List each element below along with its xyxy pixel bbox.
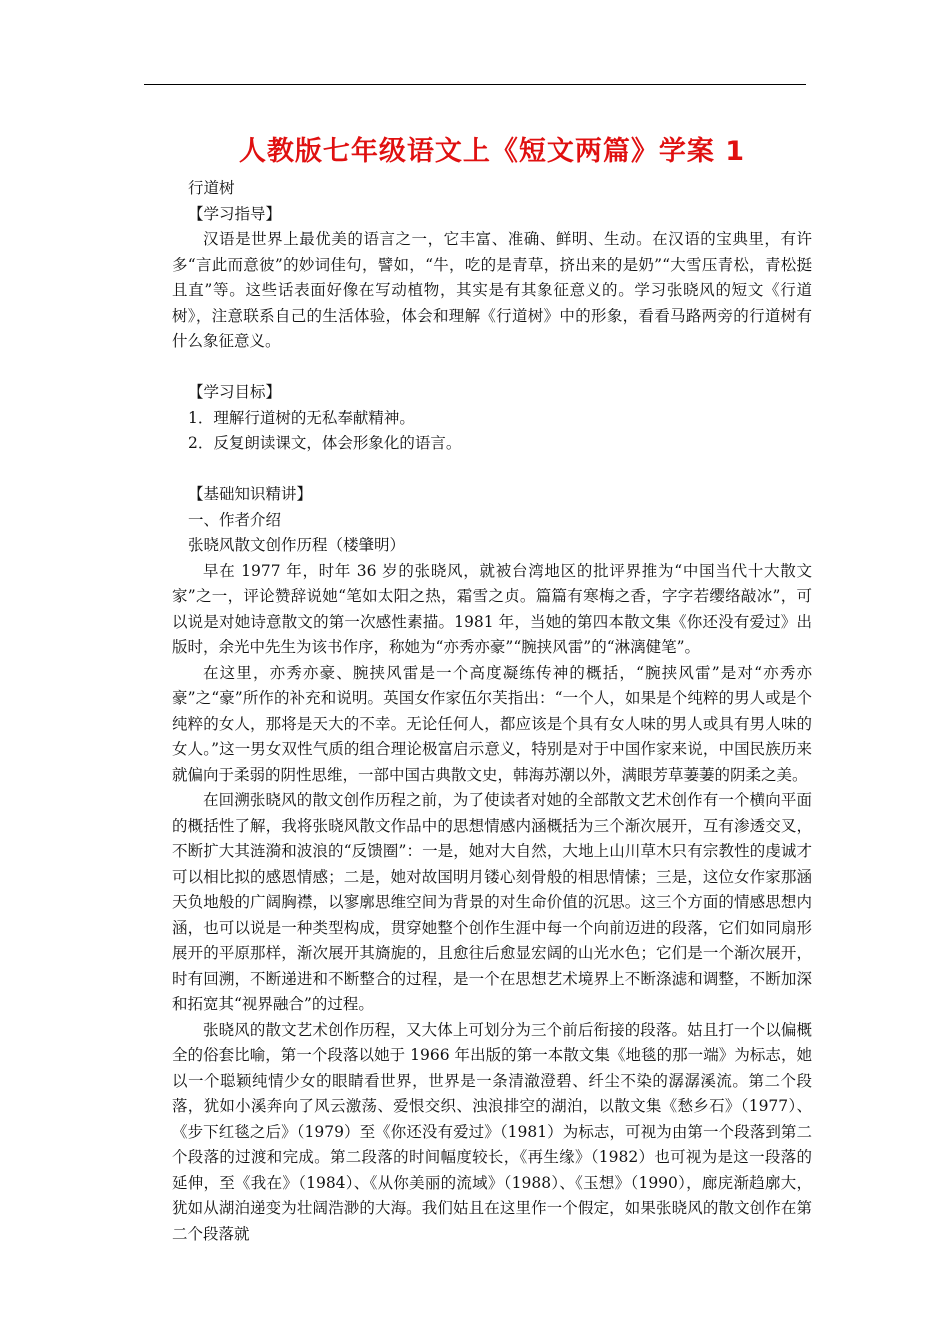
goals-heading: 【学习目标】 <box>188 383 282 401</box>
document-title: 人教版七年级语文上《短文两篇》学案 1 <box>238 136 746 167</box>
article-paragraph: 张晓风的散文艺术创作历程，又大体上可划分为三个前后衔接的段落。姑且打一个以偏概全的俗套比喻，第一个段落以她于 1966 年出版的第一本散文集《地毯的那一端》为标志，她以一个聪颖纯情少女的眼睛看世界，世界是一条清澈澄碧、纤尘不染的潺潺溪流。第二个段落，犹如小溪奔向了风云激荡、爱恨交织、浊浪排空的湖泊，以散文集《愁乡石》（1977）、《步下红毯之后》（1979）至《你还没有爱过》（1981）为标志，可视为由第一个段落到第二个段落的过渡和完成。第二段落的时间幅度较长，《再生缘》（1982）也可视为是这一段落的延伸，至《我在》（1984）、《从你美丽的流域》（1988）、《玉想》（1990），廊庑渐趋廓大，犹如从湖泊递变为壮阔浩渺的大海。我们姑且在这里作一个假定，如果张晓风的散文创作在第二个段落就 <box>172 1020 812 1243</box>
knowledge-heading: 【基础知识精讲】 <box>188 485 313 503</box>
guide-heading: 【学习指导】 <box>188 204 282 223</box>
guide-paragraph: 汉语是世界上最优美的语言之一，它丰富、准确、鲜明、生动。在汉语的宝典里，有许多“言此而意彼”的妙词佳句，譬如，“牛，吃的是青草，挤出来的是奶”“大雪压青松，青松挺且直”等。这些话表面好像在写动植物，其实是有其象征意义的。学习张晓风的短文《行道树》，注意联系自己的生活体验，体会和理解《行道树》中的形象，看看马路两旁的行道树有什么象征意义。 <box>172 230 812 350</box>
spacer <box>172 457 812 483</box>
goal-item: 1．理解行道树的无私奉献精神。 <box>188 408 415 427</box>
article-paragraph: 早在 1977 年，时年 36 岁的张晓风，就被台湾地区的批评界推为“中国当代十大散文家”之一，评论赞辞说她“笔如太阳之热，霜雪之贞。篇篇有寒梅之香，字字若缨络敲冰”，可以说是对她诗意散文的第一次感性素描。1981 年，当她的第四本散文集《你还没有爱过》出版时，余光中先生为该书作序，称她为“亦秀亦豪”“腕挟风雷”的“淋漓健笔”。 <box>172 561 812 656</box>
section-name: 行道树 <box>188 179 235 197</box>
goal-item: 2．反复朗读课文，体会形象化的语言。 <box>188 434 462 452</box>
document-body <box>172 132 812 1247</box>
knowledge-subheading: 一、作者介绍 <box>188 510 282 529</box>
article-title: 张晓风散文创作历程（楼肇明） <box>188 536 406 554</box>
article-paragraph: 在回溯张晓风的散文创作历程之前，为了使读者对她的全部散文艺术创作有一个横向平面的概括性了解，我将张晓风散文作品中的思想情感内涵概括为三个渐次展开，互有渗透交叉，不断扩大其涟漪和波浪的“反馈圈”：一是，她对大自然，大地上山川草木只有宗教性的虔诚才可以相比拟的感恩情感；二是，她对故国明月镂心刻骨般的相思情愫；三是，这位女作家那涵天负地般的广阔胸襟，以寥廓思维空间为背景的对生命价值的沉思。这三个方面的情感思想内涵，也可以说是一种类型构成，贯穿她整个创作生涯中每一个向前迈进的段落，它们如同扇形展开的平原那样，渐次展开其旖旎的，且愈往后愈显宏阔的山光水色；它们是一个渐次展开，时有回溯，不断递进和不断整合的过程，是一个在思想艺术境界上不断涤滤和调整，不断加深和拓宽其“视界融合”的过程。 <box>172 791 812 1013</box>
article-paragraph: 在这里，亦秀亦豪、腕挟风雷是一个高度凝练传神的概括，“腕挟风雷”是对“亦秀亦豪”之“豪”所作的补充和说明。英国女作家伍尔芙指出：“一个人，如果是个纯粹的男人或是个纯粹的女人，那将是天大的不幸。无论任何人，都应该是个具有女人味的男人或具有男人味的女人。”这一男女双性气质的组合理论极富启示意义，特别是对于中国作家来说，中国民族历来就偏向于柔弱的阴性思维，一部中国古典散文史，韩海苏潮以外，满眼芳草萋萋的阴柔之美。 <box>172 663 812 784</box>
spacer <box>172 355 812 381</box>
top-rule <box>144 84 806 85</box>
